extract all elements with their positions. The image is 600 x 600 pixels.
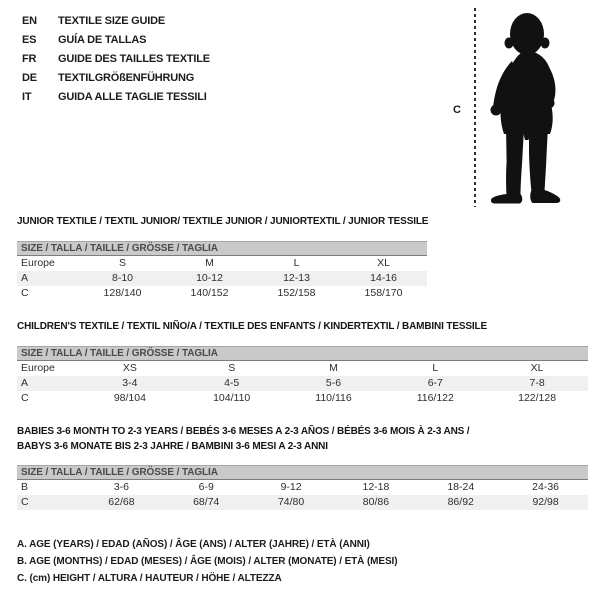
cell: 74/80 (277, 496, 305, 508)
legend-notes (17, 536, 397, 587)
lang-row-de (22, 69, 210, 88)
row-label: C (21, 496, 29, 508)
cell: 8-10 (111, 272, 133, 284)
cell: M (205, 257, 214, 269)
cell: 80/86 (362, 496, 390, 508)
cell: 10-12 (196, 272, 223, 284)
language-title-list (22, 12, 210, 107)
babies-title-line2: BABYS 3-6 MONATE BIS 2-3 JAHRE / BAMBINI 3-6 MESI A 2-3 ANNI (17, 441, 328, 452)
cell: XL (530, 362, 544, 374)
lang-row-en (22, 12, 210, 31)
cell: 9-12 (280, 481, 302, 493)
cell: L (293, 257, 300, 269)
table-row-height (17, 286, 427, 301)
lang-code: IT (22, 91, 32, 103)
row-label: B (21, 481, 29, 493)
cell: 128/140 (103, 287, 142, 299)
junior-section-title: JUNIOR TEXTILE / TEXTIL JUNIOR/ TEXTILE JUNIOR / JUNIORTEXTIL / JUNIOR TESSILE (17, 216, 429, 227)
baby-left-foot (491, 194, 522, 204)
table-row-europe (17, 361, 588, 376)
cell: L (432, 362, 439, 374)
babies-size-table (17, 465, 588, 510)
lang-title: GUIDA ALLE TAGLIE TESSILI (58, 91, 207, 103)
cell: 12-13 (283, 272, 310, 284)
cell: 4-5 (224, 377, 240, 389)
babies-title-line1: BABIES 3-6 MONTH TO 2-3 YEARS / BEBÉS 3-6 MESES A 2-3 AÑOS / BÉBÉS 3-6 MOIS À 2-3 ANS / (17, 426, 470, 437)
children-size-table (17, 346, 588, 406)
lang-code: EN (22, 15, 37, 27)
lang-code: DE (22, 72, 37, 84)
cell: S (228, 362, 236, 374)
height-measure-dashed-line (474, 8, 476, 207)
cell: 68/74 (193, 496, 220, 508)
cell: 122/128 (518, 392, 557, 404)
babies-section-title (17, 424, 469, 454)
row-label: A (21, 272, 29, 284)
cell: 98/104 (113, 392, 146, 404)
cell: 6-9 (198, 481, 214, 493)
cell: 24-36 (532, 481, 559, 493)
table-row-height (17, 391, 588, 406)
table-row-months (17, 480, 588, 495)
baby-head (510, 13, 544, 55)
lang-row-it (22, 88, 210, 107)
cell: 92/98 (532, 496, 559, 508)
size-header-band: SIZE / TALLA / TAILLE / GRÖSSE / TAGLIA (17, 346, 588, 361)
row-label: C (21, 392, 29, 404)
size-header-band: SIZE / TALLA / TAILLE / GRÖSSE / TAGLIA (17, 241, 427, 256)
cell: 152/158 (277, 287, 316, 299)
row-label: A (21, 377, 29, 389)
cell: 62/68 (108, 496, 135, 508)
cell: 140/152 (190, 287, 229, 299)
note-height-cm: C. (cm) HEIGHT / ALTURA / HAUTEUR / HÖHE / ALTEZZA (17, 573, 282, 584)
table-row-age (17, 376, 588, 391)
row-label: Europe (21, 362, 55, 374)
cell: 12-18 (362, 481, 390, 493)
children-section-title: CHILDREN'S TEXTILE / TEXTIL NIÑO/A / TEXTILE DES ENFANTS / KINDERTEXTIL / BAMBINI TESSILE (17, 321, 487, 332)
cell: 110/116 (315, 392, 352, 404)
baby-right-leg (529, 126, 548, 192)
row-label: Europe (21, 257, 55, 269)
lang-title: TEXTILGRÖßENFÜHRUNG (58, 72, 195, 84)
cell: 5-6 (325, 377, 342, 389)
cell: S (118, 257, 126, 269)
cell: M (329, 362, 338, 374)
cell: 3-4 (122, 377, 138, 389)
note-age-years: A. AGE (YEARS) / EDAD (AÑOS) / ÂGE (ANS) / ALTER (JAHRE) / ETÀ (ANNI) (17, 539, 370, 550)
lang-code: FR (22, 53, 37, 65)
baby-left-leg (506, 126, 524, 196)
baby-silhouette (484, 6, 568, 208)
size-header-band: SIZE / TALLA / TAILLE / GRÖSSE / TAGLIA (17, 465, 588, 480)
lang-title: GUÍA DE TALLAS (58, 34, 147, 46)
table-row-height (17, 495, 588, 510)
cell: XL (377, 257, 390, 269)
lang-row-es (22, 31, 210, 50)
cell: 158/170 (364, 287, 403, 299)
baby-right-foot (530, 190, 560, 203)
cell: 6-7 (427, 377, 443, 389)
cell: 86/92 (447, 496, 474, 508)
row-label: C (21, 287, 29, 299)
cell: 116/122 (416, 392, 454, 404)
cell: 3-6 (113, 481, 129, 493)
lang-title: TEXTILE SIZE GUIDE (58, 15, 166, 27)
note-age-months: B. AGE (MONTHS) / EDAD (MESES) / ÂGE (MOIS) / ALTER (MONATE) / ETÀ (MESI) (17, 556, 398, 567)
height-measure-label: C (453, 104, 461, 116)
cell: 104/110 (213, 392, 251, 404)
cell: 7-8 (529, 377, 545, 389)
cell: XS (122, 362, 137, 374)
cell: 18-24 (447, 481, 475, 493)
lang-title: GUIDE DES TAILLES TEXTILE (58, 53, 210, 65)
table-row-europe (17, 256, 427, 271)
lang-code: ES (22, 34, 37, 46)
table-row-age (17, 271, 427, 286)
lang-row-fr (22, 50, 210, 69)
cell: 14-16 (370, 272, 397, 284)
junior-size-table (17, 241, 427, 301)
